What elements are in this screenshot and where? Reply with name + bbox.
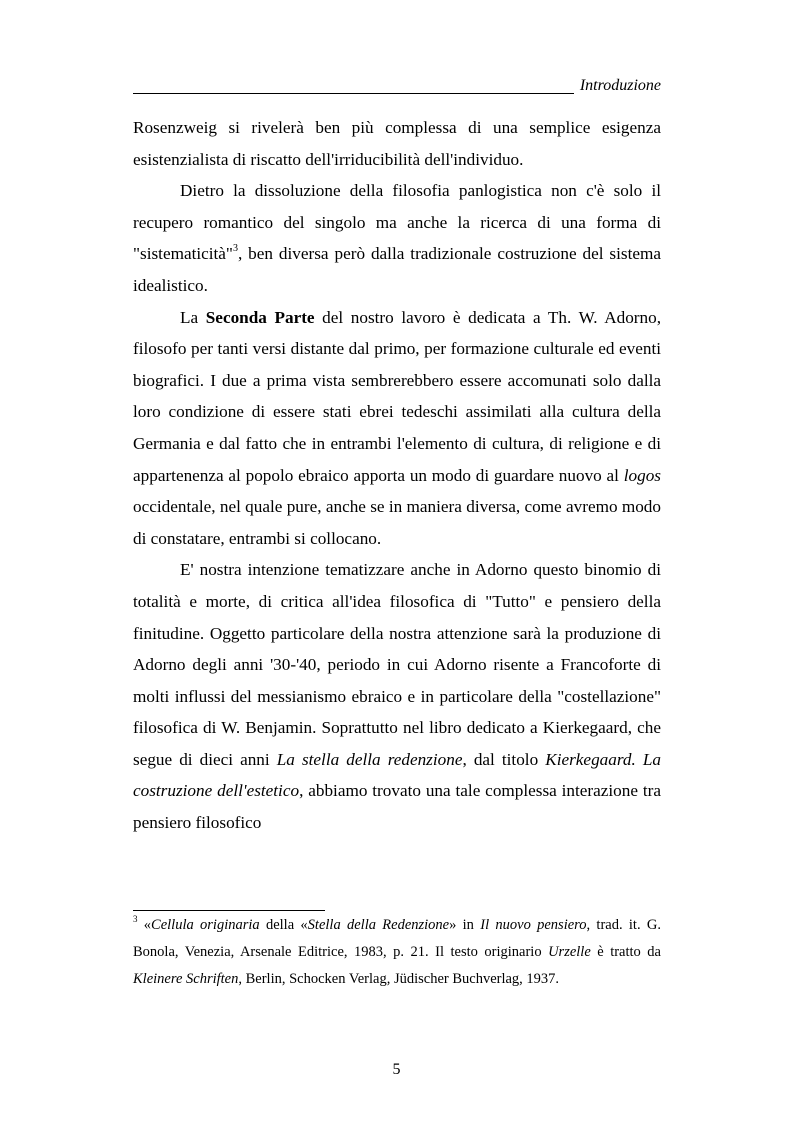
paragraph-4-text: E' nostra intenzione tematizzare anche in Adorno questo binomio di totalità e morte, di critica all'idea filosofica di "Tutto" e pensiero della finitudine. Oggetto particolare della nostra attenzione sarà la produzione di Adorno degli anni '30-'40, periodo in cui Adorno risente a Francoforte di molti influssi del messianismo ebraico e in particolare della "costellazione" filosofica di W. Benjamin. Soprattutto nel libro dedicato a Kierkegaard, che segue di dieci anni: [133, 560, 661, 769]
footnote-italic: Stella della Redenzione: [307, 917, 450, 933]
paragraph-2: [133, 175, 661, 301]
paragraph-3-text-cont: del nostro lavoro è dedicata a Th. W. Adorno, filosofo per tanti versi distante dal primo, per formazione culturale ed eventi biografici. I due a prima vista sembrerebbero essere accomunati solo dalla loro condizione di essere stati ebrei tedeschi assimilati alla cultura della Germania e dal fatto che in entrambi l'elemento di cultura, di religione e di appartenenza al popolo ebraico apporta un modo di guardare nuovo al: [133, 307, 661, 485]
header-title: Introduzione: [574, 76, 661, 96]
paragraph-2-text: Dietro la dissoluzione della filosofia panlogistica non c'è solo il recupero romantico del singolo ma anche la ricerca di una forma di "sistematicità": [133, 181, 661, 264]
paragraph-1: [133, 112, 661, 175]
running-header: [133, 76, 661, 96]
paragraph-4-text-end: , abbiamo trovato una tale complessa interazione tra pensiero filosofico: [133, 781, 661, 833]
paragraph-2-text-cont: , ben diversa però dalla tradizionale costruzione del sistema idealistico.: [133, 244, 661, 295]
footnote-italic: Kleinere Schriften: [133, 971, 239, 987]
bold-term: Seconda Parte: [205, 307, 315, 327]
footnote-text: , Berlin, Schocken Verlag, Jüdischer Buchverlag, 1937.: [238, 971, 560, 987]
paragraph-4-text-cont: , dal titolo: [462, 749, 546, 769]
paragraph-4: [133, 554, 661, 838]
page-number: 5: [392, 1061, 401, 1078]
italic-term: logos: [623, 465, 661, 485]
book-title: Kierkegaard. La costruzione dell'estetico: [133, 749, 661, 801]
body-text: [133, 112, 661, 839]
footnote: [133, 912, 661, 993]
paragraph-3-text-end: occidentale, nel quale pure, anche se in maniera diversa, come avremo modo di constatare, entrambi si collocano.: [133, 497, 661, 548]
footnote-italic: Urzelle: [548, 944, 591, 960]
footnote-text: » in: [449, 917, 481, 933]
footnote-reference[interactable]: 3: [232, 242, 238, 254]
footnote-rule: [133, 910, 325, 911]
footnote-3: [133, 912, 661, 993]
footnote-text: «: [137, 917, 152, 933]
paragraph-3-text: La: [180, 307, 206, 327]
footnote-number: 3: [133, 914, 138, 925]
footnote-text: è tratto da: [590, 944, 661, 960]
footnote-text: , trad. it. G. Bonola, Venezia, Arsenale Editrice, 1983, p. 21. Il testo originario: [133, 917, 661, 960]
footnote-italic: Cellula originaria: [151, 917, 260, 933]
paragraph-1-text: Rosenzweig si rivelerà ben più complessa di una semplice esigenza esistenzialista di riscatto dell'irriducibilità dell'individuo.: [133, 118, 661, 169]
footnote-text: della «: [259, 917, 308, 933]
footnote-italic: Il nuovo pensiero: [480, 917, 587, 933]
book-title: La stella della redenzione: [276, 749, 463, 769]
paragraph-3: [133, 302, 661, 555]
